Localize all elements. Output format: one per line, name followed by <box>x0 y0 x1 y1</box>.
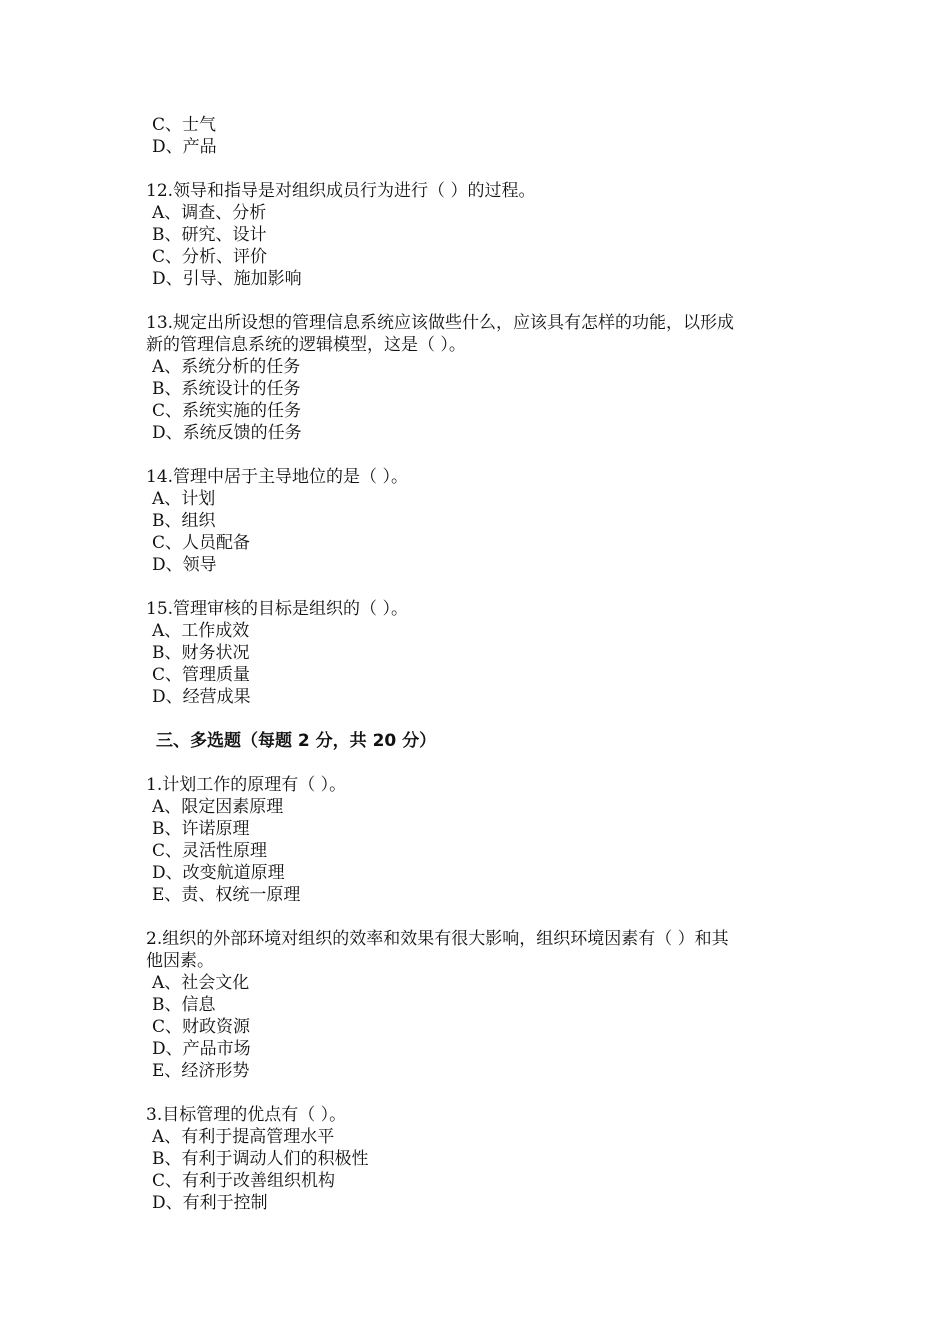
spacer <box>146 906 826 928</box>
option-line: A、工作成效 <box>152 621 250 641</box>
option-line: C、灵活性原理 <box>152 841 268 861</box>
option-line: A、调查、分析 <box>152 203 267 223</box>
option-line: D、引导、施加影响 <box>152 269 302 289</box>
spacer <box>146 444 826 466</box>
question-15 <box>146 598 826 708</box>
question-text: 13.规定出所设想的管理信息系统应该做些什么，应该具有怎样的功能，以形成 <box>146 313 735 333</box>
lead-options <box>146 114 826 158</box>
spacer <box>146 290 826 312</box>
question-text: 15.管理审核的目标是组织的（ ）。 <box>146 599 408 619</box>
option-line: A、有利于提高管理水平 <box>152 1127 335 1147</box>
spacer <box>146 752 826 774</box>
question-text: 他因素。 <box>146 951 214 971</box>
document-page <box>146 114 826 1214</box>
option-line: C、系统实施的任务 <box>152 401 302 421</box>
option-line: B、有利于调动人们的积极性 <box>152 1149 369 1169</box>
option-line: A、计划 <box>152 489 216 509</box>
question-text: 2.组织的外部环境对组织的效率和效果有很大影响，组织环境因素有（ ）和其 <box>146 929 729 949</box>
option-line: B、许诺原理 <box>152 819 250 839</box>
spacer <box>146 1082 826 1104</box>
option-line: C、士气 <box>152 115 217 135</box>
question-14 <box>146 466 826 576</box>
option-line: D、改变航道原理 <box>152 863 285 883</box>
spacer <box>146 158 826 180</box>
question-text: 3.目标管理的优点有（ ）。 <box>146 1105 347 1125</box>
section-heading: 三、多选题（每题 2 分，共 20 分） <box>156 731 437 751</box>
question-text: 12.领导和指导是对组织成员行为进行（ ）的过程。 <box>146 181 536 201</box>
option-line: C、管理质量 <box>152 665 251 685</box>
option-line: D、经营成果 <box>152 687 251 707</box>
option-line: A、系统分析的任务 <box>152 357 301 377</box>
question-text: 14.管理中居于主导地位的是（ ）。 <box>146 467 408 487</box>
option-line: C、人员配备 <box>152 533 251 553</box>
question-12 <box>146 180 826 290</box>
option-line: D、产品市场 <box>152 1039 251 1059</box>
option-line: B、组织 <box>152 511 216 531</box>
multi-question-3 <box>146 1104 826 1214</box>
question-text: 新的管理信息系统的逻辑模型，这是（ ）。 <box>146 335 466 355</box>
question-13 <box>146 312 826 444</box>
option-line: D、领导 <box>152 555 217 575</box>
spacer <box>146 708 826 730</box>
option-line: D、产品 <box>152 137 217 157</box>
spacer <box>146 576 826 598</box>
option-line: A、社会文化 <box>152 973 250 993</box>
option-line: B、财务状况 <box>152 643 250 663</box>
option-line: B、研究、设计 <box>152 225 267 245</box>
option-line: E、经济形势 <box>152 1061 250 1081</box>
option-line: B、系统设计的任务 <box>152 379 301 399</box>
option-line: C、分析、评价 <box>152 247 268 267</box>
option-line: E、责、权统一原理 <box>152 885 301 905</box>
option-line: C、有利于改善组织机构 <box>152 1171 336 1191</box>
multi-question-1 <box>146 774 826 906</box>
option-line: C、财政资源 <box>152 1017 251 1037</box>
option-line: D、系统反馈的任务 <box>152 423 302 443</box>
multi-question-2 <box>146 928 826 1082</box>
option-line: D、有利于控制 <box>152 1193 268 1213</box>
option-line: A、限定因素原理 <box>152 797 284 817</box>
option-line: B、信息 <box>152 995 216 1015</box>
question-text: 1.计划工作的原理有（ ）。 <box>146 775 347 795</box>
